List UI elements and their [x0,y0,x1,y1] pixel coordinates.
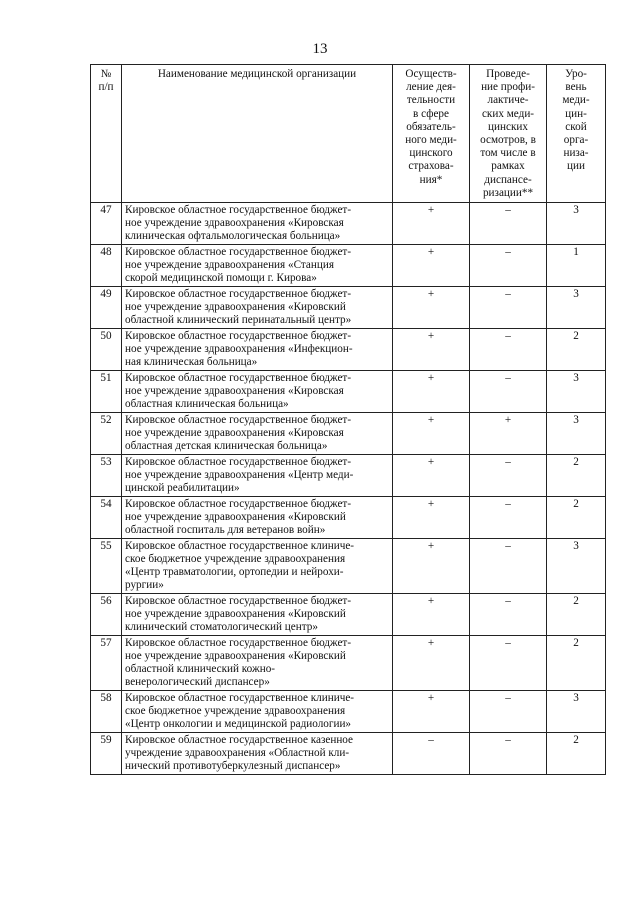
organization-name-cell [122,203,393,245]
organization-name-line: ское бюджетное учреждение здравоохранения [125,553,346,566]
organization-name-line: ное учреждение здравоохранения «Кировский [125,301,346,314]
organization-name-line: Кировское областное государственное бюджет- [125,637,352,650]
organization-name-cell [122,413,393,455]
header-line: ции [567,160,585,173]
oms-activity-cell: + [393,497,470,539]
preventive-exams-cell: – [470,539,547,594]
header-line: цинского [409,147,453,160]
organization-level-cell: 2 [547,497,606,539]
organization-level-cell: 3 [547,287,606,329]
header-line: осмотров, в [480,134,536,147]
header-line: цин- [565,107,587,120]
header-line: ного меди- [405,134,457,147]
table-body [91,203,606,775]
row-number-cell: 53 [91,455,122,497]
organization-name-line: венерологический диспансер» [125,676,270,689]
organization-level-cell: 3 [547,691,606,733]
table-row [91,539,606,594]
organization-level-cell: 3 [547,203,606,245]
row-number-cell: 47 [91,203,122,245]
preventive-exams-cell: – [470,594,547,636]
preventive-exams-cell: – [470,497,547,539]
header-line: орга- [563,134,589,147]
table-header-row [91,65,606,203]
oms-activity-cell: + [393,636,470,691]
organization-name-cell [122,497,393,539]
row-number-cell: 51 [91,371,122,413]
header-line: № [100,68,112,80]
organization-name-line: Кировское областное государственное казенное [125,734,353,747]
table-row [91,371,606,413]
preventive-exams-cell: – [470,455,547,497]
header-line: Наименование медицинской организации [157,68,357,80]
organization-name-line: ная клиническая больница» [125,356,258,369]
oms-activity-cell: + [393,371,470,413]
header-line: Проведе- [486,68,530,80]
preventive-exams-cell: + [470,413,547,455]
organization-name-line: нический противотуберкулезный диспансер» [125,760,341,773]
table-row [91,203,606,245]
organization-name-line: ское бюджетное учреждение здравоохранения [125,705,346,718]
row-number-cell: 56 [91,594,122,636]
oms-activity-cell: + [393,691,470,733]
header-line: рамках [491,160,525,173]
organization-name-line: ное учреждение здравоохранения «Кировская [125,385,344,398]
preventive-exams-cell: – [470,371,547,413]
organization-name-line: цинской реабилитации» [125,482,240,495]
oms-activity-cell: + [393,203,470,245]
header-preventive-exams [470,65,547,203]
organization-name-line: ное учреждение здравоохранения «Кировская [125,427,344,440]
header-line: вень [565,81,587,94]
organization-name-line: областной госпиталь для ветеранов войн» [125,524,326,537]
preventive-exams-cell: – [470,203,547,245]
organization-name-line: Кировское областное государственное бюджет- [125,498,352,511]
table-row [91,413,606,455]
header-organization-level [547,65,606,203]
organization-name-line: ное учреждение здравоохранения «Кировский [125,511,346,524]
header-line: в сфере [413,107,449,120]
organization-name-line: областной клинический кожно- [125,663,276,676]
organization-name-line: ное учреждение здравоохранения «Станция [125,259,334,272]
page-number: 13 [312,41,328,57]
header-line: диспансе- [484,173,532,186]
organization-name-line: Кировское областное государственное бюджет- [125,204,352,217]
organization-name-line: ное учреждение здравоохранения «Кировский [125,650,346,663]
row-number-cell: 52 [91,413,122,455]
header-line: том числе в [480,147,536,160]
table-row [91,287,606,329]
table-row [91,497,606,539]
oms-activity-cell: – [393,733,470,775]
preventive-exams-cell: – [470,733,547,775]
organization-level-cell: 3 [547,539,606,594]
oms-activity-cell: + [393,539,470,594]
organization-name-line: областная клиническая больница» [125,398,289,411]
row-number-cell: 59 [91,733,122,775]
organization-name-line: клинический стоматологический центр» [125,621,318,634]
organization-name-line: Кировское областное государственное бюджет- [125,330,352,343]
organization-name-line: областной клинический перинатальный центр» [125,314,352,327]
organization-name-line: Кировское областное государственное бюджет- [125,414,352,427]
table-row [91,594,606,636]
header-line: ление дея- [406,81,456,94]
oms-activity-cell: + [393,287,470,329]
organization-name-cell [122,594,393,636]
organization-name-line: Кировское областное государственное бюджет- [125,372,352,385]
header-oms-activity [393,65,470,203]
header-organization-name [122,65,393,203]
row-number-cell: 54 [91,497,122,539]
header-line: ния* [419,173,443,186]
table-row [91,733,606,775]
organization-name-cell [122,691,393,733]
organization-level-cell: 1 [547,245,606,287]
header-line: тельности [406,94,456,107]
organization-name-line: Кировское областное государственное клиниче- [125,692,355,705]
table-row [91,455,606,497]
organization-name-line: областная детская клиническая больница» [125,440,328,453]
organization-name-line: Кировское областное государственное бюджет- [125,595,352,608]
row-number-cell: 48 [91,245,122,287]
organization-name-line: Кировское областное государственное клиниче- [125,540,355,553]
row-number-cell: 58 [91,691,122,733]
header-line: цинских [488,120,528,133]
row-number-cell: 50 [91,329,122,371]
organization-name-line: скорой медицинской помощи г. Кирова» [125,272,317,285]
organization-level-cell: 2 [547,733,606,775]
organization-name-line: Кировское областное государственное бюджет- [125,456,352,469]
organization-name-line: учреждение здравоохранения «Областной кли- [125,747,350,760]
row-number-cell: 49 [91,287,122,329]
header-line: ние профи- [481,81,535,94]
organization-name-line: «Центр травматологии, ортопедии и нейрохи- [125,566,344,579]
preventive-exams-cell: – [470,245,547,287]
organization-level-cell: 2 [547,636,606,691]
table-header [91,65,606,203]
header-line: Осуществ- [405,68,457,80]
organization-name-line: «Центр онкологии и медицинской радиологии» [125,718,352,731]
organization-name-line: ное учреждение здравоохранения «Инфекцион- [125,343,353,356]
header-line: обязатель- [406,120,456,133]
oms-activity-cell: + [393,329,470,371]
header-line: Уро- [565,68,587,80]
table-row [91,245,606,287]
header-line: низа- [563,147,589,160]
preventive-exams-cell: – [470,691,547,733]
preventive-exams-cell: – [470,287,547,329]
organization-name-cell [122,539,393,594]
organization-name-cell [122,636,393,691]
preventive-exams-cell: – [470,329,547,371]
organization-name-line: ное учреждение здравоохранения «Кировская [125,217,344,230]
organization-name-line: рургии» [125,579,164,592]
header-line: ских меди- [481,107,535,120]
organization-name-cell [122,287,393,329]
header-line: лактиче- [487,94,529,107]
header-line: меди- [562,94,590,107]
header-line: ризации** [482,186,534,199]
table-row [91,329,606,371]
table-row [91,691,606,733]
header-row-number [91,65,122,203]
organization-name-line: клиническая офтальмологическая больница» [125,230,341,243]
organization-level-cell: 2 [547,329,606,371]
header-line: п/п [98,81,114,94]
organization-name-line: Кировское областное государственное бюджет- [125,288,352,301]
preventive-exams-cell: – [470,636,547,691]
organization-level-cell: 3 [547,371,606,413]
organization-level-cell: 2 [547,455,606,497]
oms-activity-cell: + [393,594,470,636]
organization-level-cell: 2 [547,594,606,636]
medical-organizations-table [90,64,606,775]
organization-name-line: ное учреждение здравоохранения «Кировский [125,608,346,621]
organization-name-line: ное учреждение здравоохранения «Центр меди- [125,469,354,482]
oms-activity-cell: + [393,413,470,455]
row-number-cell: 57 [91,636,122,691]
organization-name-cell [122,371,393,413]
organization-name-cell [122,329,393,371]
row-number-cell: 55 [91,539,122,594]
oms-activity-cell: + [393,455,470,497]
table-row [91,636,606,691]
oms-activity-cell: + [393,245,470,287]
organization-name-line: Кировское областное государственное бюджет- [125,246,352,259]
header-line: ской [565,120,587,133]
organization-name-cell [122,245,393,287]
organization-name-cell [122,455,393,497]
organization-name-cell [122,733,393,775]
header-line: страхова- [408,160,454,173]
organization-level-cell: 3 [547,413,606,455]
